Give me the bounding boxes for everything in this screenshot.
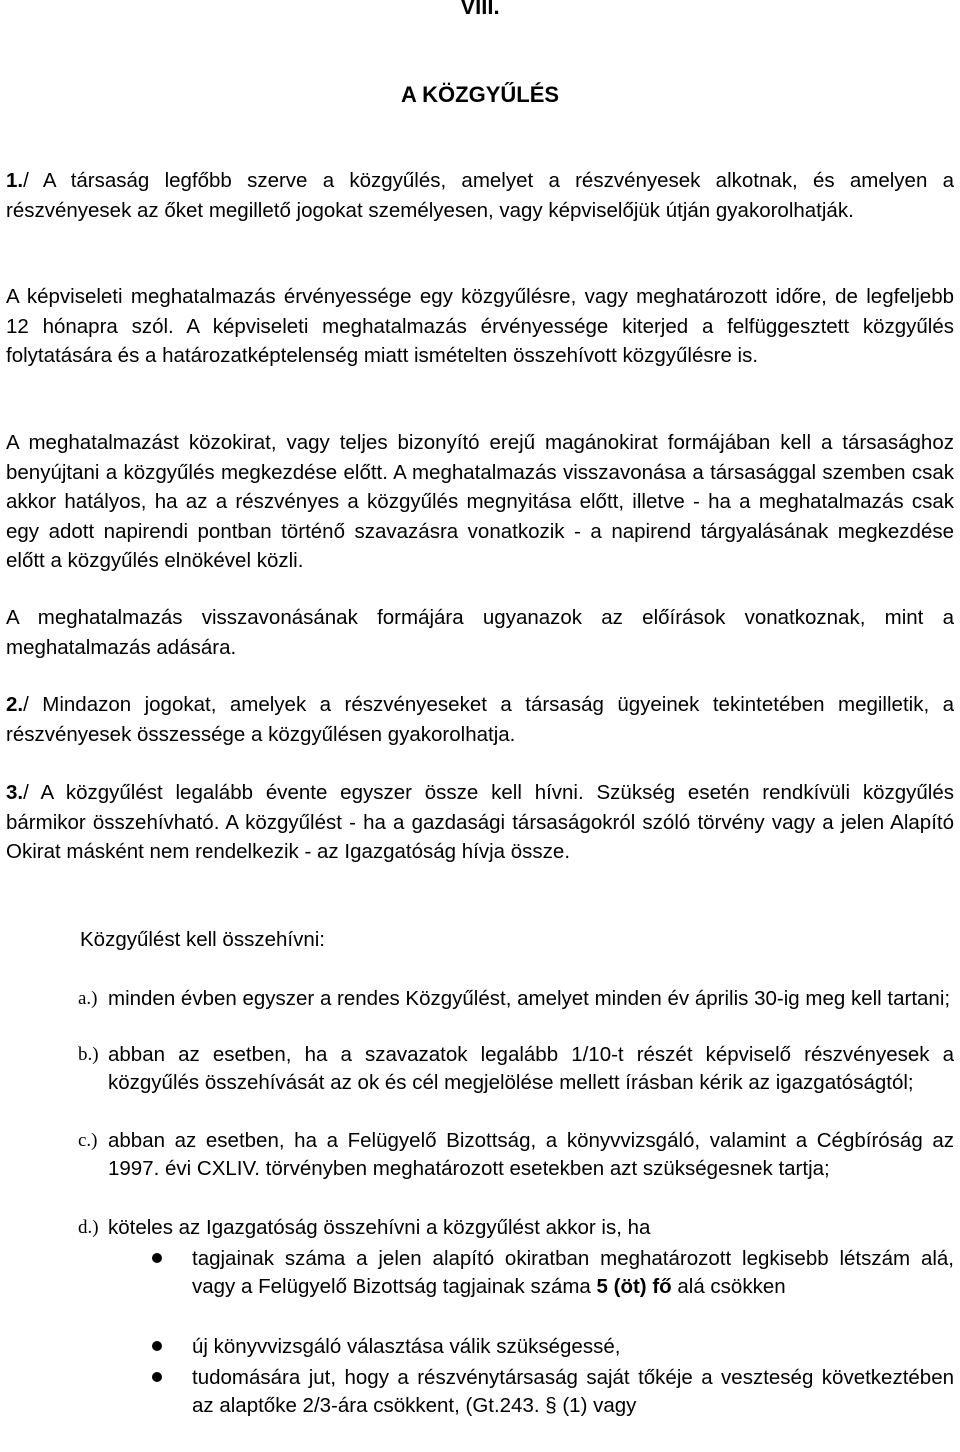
list-item-text: köteles az Igazgatóság összehívni a közgyűlést akkor is, ha [108,1216,651,1239]
list-marker: a.) [78,988,98,1009]
bullet-icon [152,1372,162,1382]
list-item-c [78,1126,954,1183]
chapter-number: VIII. [460,0,500,19]
list-item-a [78,984,954,1013]
bullet-text: új könyvvizsgáló választása válik szükségessé, [192,1335,621,1358]
list-item-text: abban az esetben, ha a szavazatok legalább 1/10-t részét képviselő részvényesek a közgyűlés összehívását az ok és cél megjelölése mellett írásban kérik az igazgatóságtól; [108,1043,954,1094]
list-marker: b.) [78,1044,99,1065]
section-1-paragraph-3: A meghatalmazást közokirat, vagy teljes bizonyító erejű magánokirat formájában kell a társasághoz benyújtani a közgyűlés megkezdése előtt. A meghatalmazás visszavonása a társasággal szemben csak akkor hatályos, ha az a részvényes a közgyűlés megnyitása előtt, illetve - ha a meghatalmazás csak egy adott napirendi pontban történő szavazásra vonatkozik - a napirend tárgyalásának megkezdése előtt a közgyűlés elnökével közli. [6,431,954,572]
list-item-text: minden évben egyszer a rendes Közgyűlést, amelyet minden év április 30-ig meg kell tartani; [108,987,951,1010]
list-item-d [78,1213,954,1242]
list-marker: c.) [78,1130,98,1151]
bullet-item [152,1245,954,1301]
section-number: 2. [6,693,24,716]
section-1-paragraph-1: 1./ A társaság legfőbb szerve a közgyűlés, amelyet a részvényesek alkotnak, és amelyen a részvényesek az őket megillető jogokat személyesen, vagy képviselőjük útján gyakorolhatják. [6,169,954,222]
bullet-item [152,1333,954,1361]
section-2-paragraph: 2./ Mindazon jogokat, amelyek a részvényeseket a társaság ügyeinek tekintetében megilletik, a részvényesek összessége a közgyűlésen gyakorolhatja. [6,693,954,746]
bullet-icon [152,1253,162,1263]
list-item-text: abban az esetben, ha a Felügyelő Bizottság, a könyvvizsgáló, valamint a Cégbíróság az 1997. évi CXLIV. törvényben meghatározott esetekben azt szükségesnek tartja; [108,1129,954,1180]
page-title: A KÖZGYŰLÉS [400,82,560,107]
bullet-text: tudomására jut, hogy a részvénytársaság saját tőkéje a veszteség következtében az alaptőke 2/3-ára csökkent, (Gt.243. § (1) vagy [192,1366,954,1417]
section-number: 3. [6,781,24,804]
convene-label: Közgyűlést kell összehívni: [80,928,325,951]
section-3-paragraph: 3./ A közgyűlést legalább évente egyszer össze kell hívni. Szükség esetén rendkívüli közgyűlés bármikor összehívható. A közgyűlést - ha a gazdasági társaságokról szóló törvény vagy a jelen Alapító Okirat másként nem rendelkezik - az Igazgatóság hívja össze. [6,781,954,863]
section-1-paragraph-4: A meghatalmazás visszavonásának formájára ugyanazok az előírások vonatkoznak, mint a meghatalmazás adására. [6,606,954,659]
section-1-paragraph-2: A képviseleti meghatalmazás érvényessége egy közgyűlésre, vagy meghatározott időre, de legfeljebb 12 hónapra szól. A képviseleti meghatalmazás érvényessége kiterjed a felfüggesztett közgyűlés folytatására és a határozatképtelenség miatt ismételten összehívott közgyűlésre is. [6,285,954,367]
list-marker: d.) [78,1217,99,1238]
bullet-item [152,1364,954,1420]
bullet-text: tagjainak száma a jelen alapító okiratban meghatározott legkisebb létszám alá, vagy a Felügyelő Bizottság tagjainak száma 5 (öt) fő alá csökken [192,1247,954,1298]
section-number: 1. [6,169,24,192]
bullet-icon [152,1341,162,1351]
list-item-b [78,1040,954,1097]
